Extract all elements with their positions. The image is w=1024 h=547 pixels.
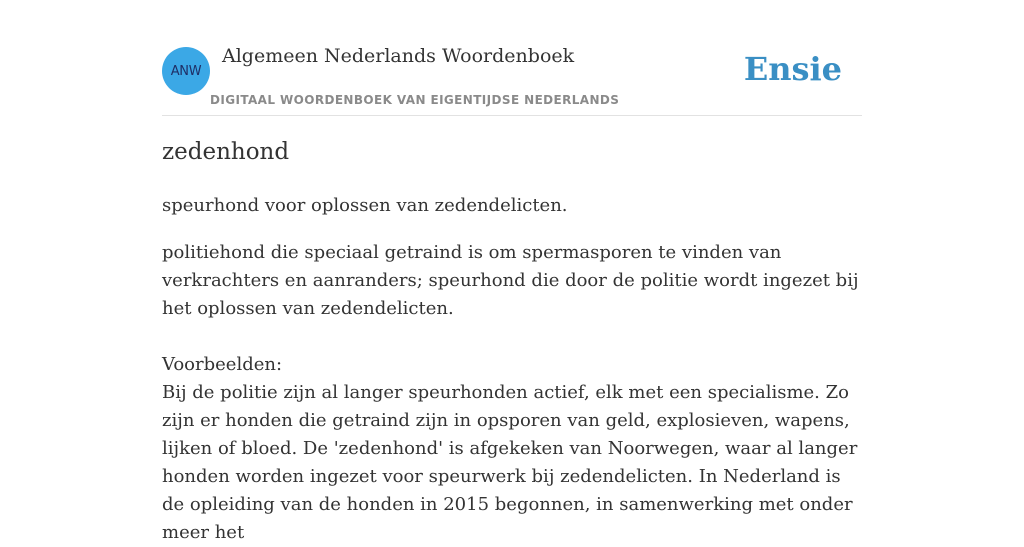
long-definition-block bbox=[162, 239, 862, 547]
site-title[interactable]: Algemeen Nederlands Woordenboek bbox=[222, 45, 575, 67]
long-definition: politiehond die speciaal getraind is om spermasporen te vinden van verkrachters en aanranders; speurhond die door de politie wordt ingezet bij het oplossen van zedendelicten. bbox=[162, 242, 859, 319]
short-definition: speurhond voor oplossen van zedendelicten. bbox=[162, 195, 568, 216]
anw-logo[interactable] bbox=[162, 47, 210, 95]
entry-headword: zedenhond bbox=[162, 139, 290, 165]
site-header bbox=[162, 0, 862, 116]
anw-logo-text: ANW bbox=[170, 63, 202, 79]
main-container bbox=[162, 0, 862, 543]
example-text: Bij de politie zijn al langer speurhonden actief, elk met een specialisme. Zo zijn er honden die getraind zijn in opsporen van geld, explosieven, wapens, lijken of bloed. De 'zedenhond' is afgekeken van Noorwegen, waar al langer honden worden ingezet voor speurwerk bij zedendelicten. In Nederland is de opleiding van de honden in 2015 begonnen, in samenwerking met onder meer het bbox=[162, 382, 858, 543]
site-subtitle: DIGITAAL WOORDENBOEK VAN EIGENTIJDSE NEDERLANDS bbox=[210, 93, 620, 107]
ensie-brand-logo[interactable]: Ensie bbox=[743, 50, 842, 88]
examples-label: Voorbeelden: bbox=[162, 354, 283, 375]
